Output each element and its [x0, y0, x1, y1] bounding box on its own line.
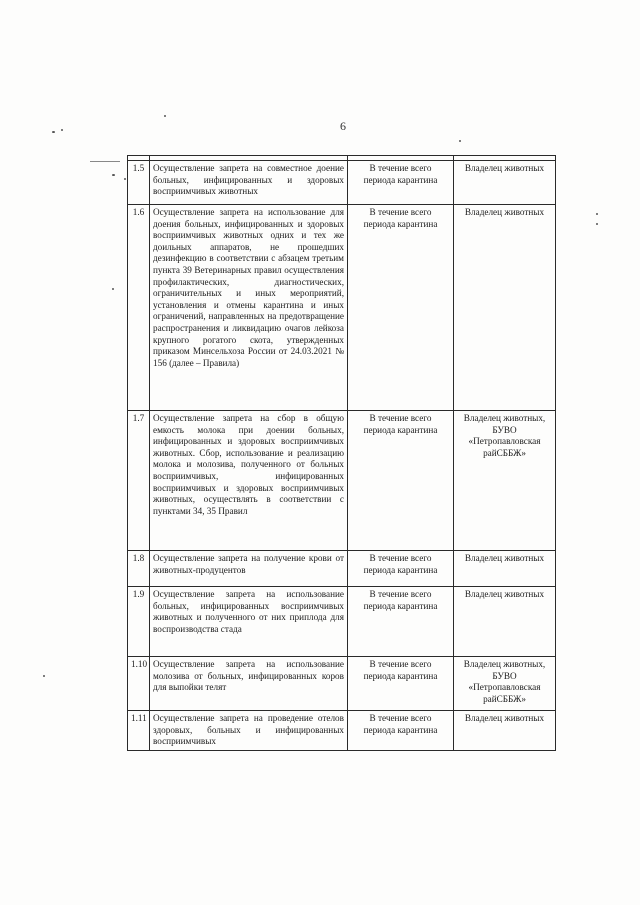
table-row	[128, 711, 556, 751]
measure-term	[348, 711, 454, 751]
term-line: периода карантина	[363, 600, 438, 611]
scan-speck	[124, 178, 126, 180]
term-line: В течение всего	[369, 589, 432, 599]
responsible-line: «Петропавловская	[468, 436, 541, 447]
responsible-line: райСББЖ»	[483, 693, 526, 704]
responsible-line: Владелец животных,	[463, 659, 546, 669]
measure-responsible	[454, 657, 556, 711]
term-line: В течение всего	[369, 413, 432, 423]
table-row	[128, 411, 556, 551]
responsible-line: Владелец животных	[464, 163, 545, 173]
responsible-line: Владелец животных	[464, 589, 545, 599]
row-number: 1.10	[128, 657, 150, 711]
scan-speck	[90, 161, 120, 162]
term-line: В течение всего	[369, 659, 432, 669]
measure-responsible	[454, 711, 556, 751]
row-number: 1.5	[128, 161, 150, 205]
measure-term	[348, 657, 454, 711]
scan-speck	[596, 213, 598, 215]
scan-speck	[596, 223, 598, 225]
table-row	[128, 161, 556, 205]
measure-description: Осуществление запрета на использование молозива от больных, инфицированных коров для выпойки телят	[150, 657, 348, 711]
responsible-line: «Петропавловская	[468, 682, 541, 693]
measure-term	[348, 551, 454, 587]
measure-responsible	[454, 161, 556, 205]
responsible-line: Владелец животных	[464, 553, 545, 563]
scan-speck	[164, 115, 166, 117]
responsible-line: БУВО	[492, 670, 517, 681]
measure-description: Осуществление запрета на сбор в общую емкость молока при доении больных, инфицированных и здоровых восприимчивых животных. Сбор, использование и реализацию молока и молозива, полученного от больных восприимчивых, инфицированных восприимчивых и здоровых восприимчивых животных, осуществлять в соответствии с пунктами 34, 35 Правил	[150, 411, 348, 551]
measure-responsible	[454, 587, 556, 657]
term-line: периода карантина	[363, 670, 438, 681]
table-row	[128, 587, 556, 657]
page-number: 6	[340, 119, 346, 133]
responsible-line: БУВО	[492, 424, 517, 435]
measure-description: Осуществление запрета на использование для доения больных, инфицированных и здоровых восприимчивых животных одних и тех же доильных аппаратов, не прошедших дезинфекцию в соответствии с абзацем третьим пункта 39 Ветеринарных правил осуществления профилактических, диагностических, ограничительных и иных мероприятий, установления и отмены карантина и иных ограничений, направленных на предотвращение распространения и ликвидацию очагов лейкоза крупного рогатого скота, утвержденных приказом Минсельхоза России от 24.03.2021 № 156 (далее – Правила)	[150, 205, 348, 411]
table-row	[128, 205, 556, 411]
measure-term	[348, 411, 454, 551]
measure-responsible	[454, 205, 556, 411]
measure-term	[348, 161, 454, 205]
measure-description: Осуществление запрета на получение крови от животных-продуцентов	[150, 551, 348, 587]
measure-description: Осуществление запрета на проведение отелов здоровых, больных и инфицированных восприимчивых	[150, 711, 348, 751]
term-line: периода карантина	[363, 724, 438, 735]
scan-speck	[112, 288, 114, 290]
measures-table	[127, 155, 556, 751]
row-number: 1.9	[128, 587, 150, 657]
row-number: 1.7	[128, 411, 150, 551]
measure-responsible	[454, 411, 556, 551]
responsible-line: Владелец животных,	[463, 413, 546, 423]
term-line: В течение всего	[369, 553, 432, 563]
measure-description: Осуществление запрета на использование больных, инфицированных восприимчивых животных и полученного от них приплода для воспроизводства стада	[150, 587, 348, 657]
term-line: В течение всего	[369, 713, 432, 723]
measure-term	[348, 587, 454, 657]
measure-responsible	[454, 551, 556, 587]
measure-description: Осуществление запрета на совместное доение больных, инфицированных и здоровых восприимчивых животных	[150, 161, 348, 205]
responsible-line: райСББЖ»	[483, 447, 526, 458]
term-line: В течение всего	[369, 163, 432, 173]
scan-speck	[459, 140, 461, 142]
row-number: 1.11	[128, 711, 150, 751]
responsible-line: Владелец животных	[464, 207, 545, 217]
responsible-line: Владелец животных	[464, 713, 545, 723]
scan-speck	[112, 174, 115, 176]
scan-speck	[61, 129, 63, 131]
table-row	[128, 551, 556, 587]
term-line: В течение всего	[369, 207, 432, 217]
term-line: периода карантина	[363, 424, 438, 435]
term-line: периода карантина	[363, 174, 438, 185]
term-line: периода карантина	[363, 218, 438, 229]
scan-speck	[52, 131, 55, 133]
scan-speck	[43, 675, 45, 677]
row-number: 1.8	[128, 551, 150, 587]
table-row	[128, 657, 556, 711]
term-line: периода карантина	[363, 564, 438, 575]
row-number: 1.6	[128, 205, 150, 411]
measure-term	[348, 205, 454, 411]
